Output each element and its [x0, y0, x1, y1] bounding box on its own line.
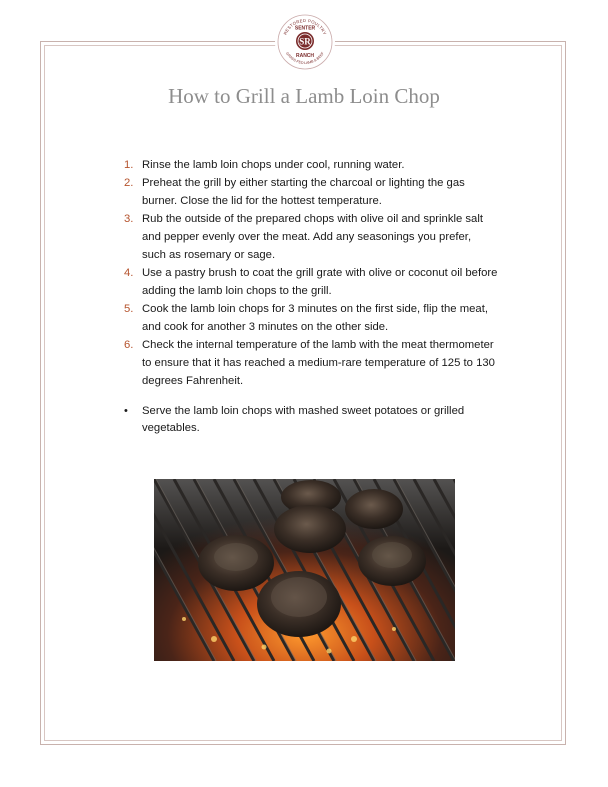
list-item [118, 403, 498, 437]
step-number: 4. [124, 267, 134, 279]
step-text: Rinse the lamb loin chops under cool, running water. [142, 159, 405, 171]
logo-bottom-text: GRASS-FED LAMB & BEEF [285, 51, 325, 66]
step-number: 1. [124, 159, 134, 171]
step-text: Rub the outside of the prepared chops with olive oil and sprinkle salt and pepper evenly over the meat. Add any seasonings you prefer, such as rosemary or sage. [142, 213, 483, 261]
step-text: Preheat the grill by either starting the charcoal or lighting the gas burner. Close the lid for the hottest temperature. [142, 177, 465, 207]
serving-suggestion-list [118, 403, 498, 437]
logo-top-text: RESTORED POULTRY [282, 17, 328, 36]
step-text: Use a pastry brush to coat the grill grate with olive or coconut oil before adding the lamb loin chops to the grill. [142, 267, 498, 297]
grill-illustration [154, 479, 455, 661]
logo-name-top: SENTER [294, 25, 316, 32]
senter-ranch-logo [275, 12, 335, 72]
page-title: How to Grill a Lamb Loin Chop [168, 84, 440, 108]
step-number: 2. [124, 177, 134, 189]
step-number: 3. [124, 213, 134, 225]
list-item [118, 210, 498, 264]
list-item [118, 336, 498, 390]
logo-name-bottom: RANCH [295, 53, 315, 59]
step-number: 5. [124, 303, 134, 315]
list-item [118, 300, 498, 336]
step-text: Cook the lamb loin chops for 3 minutes on the first side, flip the meat, and cook for another 3 minutes on the other side. [142, 303, 488, 333]
list-item [118, 156, 498, 174]
step-number: 6. [124, 339, 134, 351]
bullet-icon: • [124, 405, 128, 417]
list-item [118, 264, 498, 300]
bullet-text: Serve the lamb loin chops with mashed sweet potatoes or grilled vegetables. [142, 405, 465, 434]
grilled-lamb-chops-photo [154, 479, 455, 661]
step-text: Check the internal temperature of the lamb with the meat thermometer to ensure that it has reached a medium-rare temperature of 125 to 130 degrees Fahrenheit. [142, 339, 495, 387]
instruction-list [118, 156, 498, 390]
list-item [118, 174, 498, 210]
logo-monogram: SR [299, 36, 311, 47]
logo-seal [275, 12, 335, 72]
